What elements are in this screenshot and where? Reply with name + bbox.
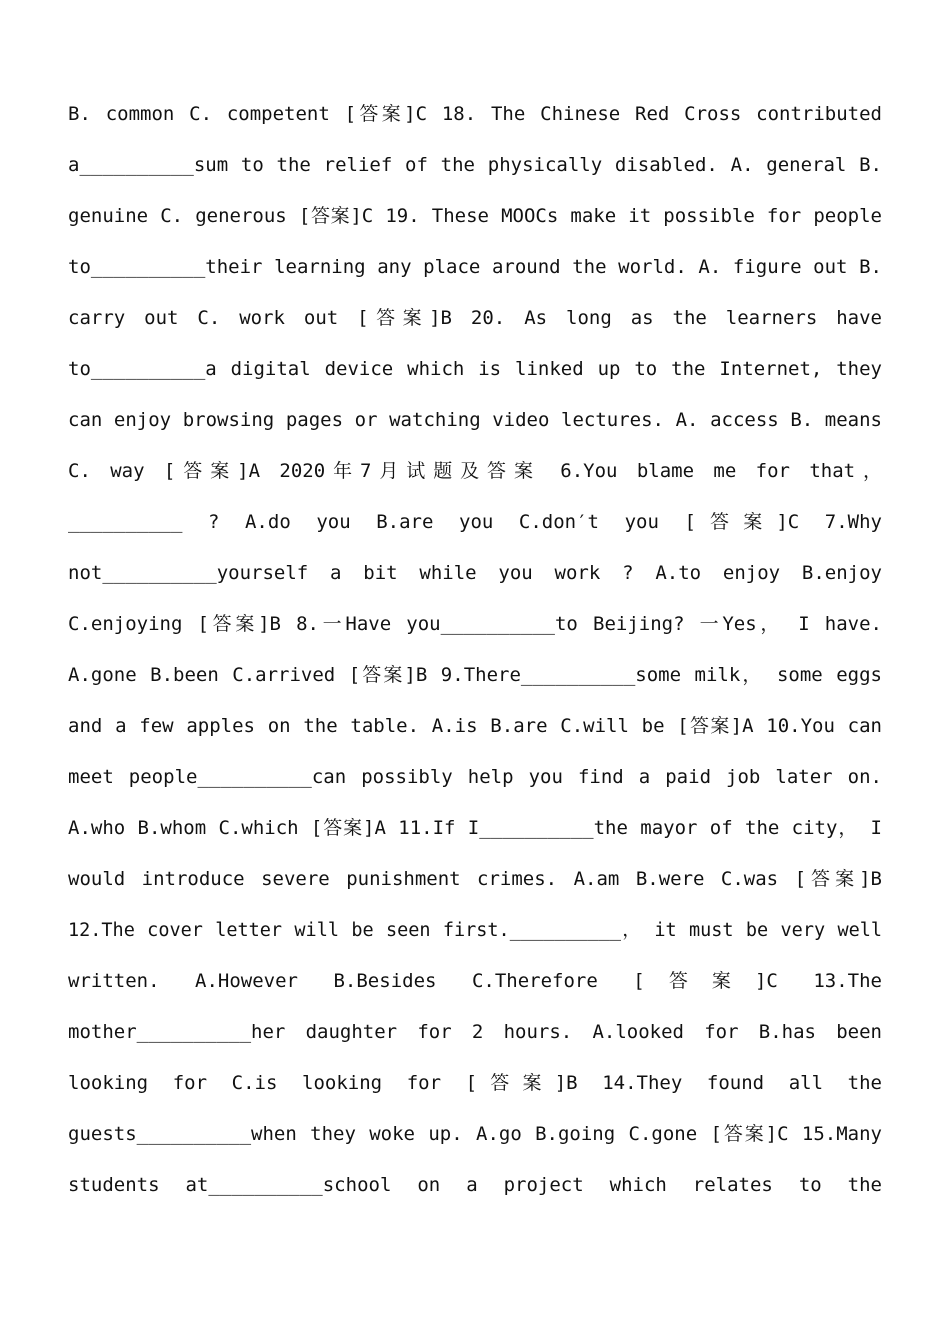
text-line-8: C. way [答案]A 2020年7月试题及答案 6.You blame me for that， — [68, 460, 882, 482]
text-line-7: can enjoy browsing pages or watching video lectures. A. access B. means — [68, 409, 882, 431]
text-line-19: mother__________her daughter for 2 hours. A.looked for B.has been — [68, 1021, 882, 1043]
text-line-14: meet people__________can possibly help you find a paid job later on. — [68, 766, 882, 788]
text-line-4: to__________their learning any place around the world. A. figure out B. — [68, 256, 882, 278]
text-line-20: looking for C.is looking for [答案]B 14.They found all the — [68, 1072, 882, 1094]
text-line-15: A.who B.whom C.which [答案]A 11.If I__________the mayor of the city， I — [68, 817, 882, 839]
text-line-21: guests__________when they woke up. A.go B.going C.gone [答案]C 15.Many — [68, 1123, 882, 1145]
text-line-12: A.gone B.been C.arrived [答案]B 9.There__________some milk， some eggs — [68, 664, 882, 686]
text-line-1: B. common C. competent [答案]C 18. The Chinese Red Cross contributed — [68, 103, 882, 125]
text-line-16: would introduce severe punishment crimes. A.am B.were C.was [答案]B — [68, 868, 882, 890]
text-line-2: a__________sum to the relief of the physically disabled. A. general B. — [68, 154, 882, 176]
text-line-13: and a few apples on the table. A.is B.are C.will be [答案]A 10.You can — [68, 715, 882, 737]
text-line-3: genuine C. generous [答案]C 19. These MOOCs make it possible for people — [68, 205, 882, 227]
text-line-9: __________ ? A.do you B.are you C.don′t you [答案]C 7.Why — [68, 511, 882, 533]
text-line-6: to__________a digital device which is linked up to the Internet, they — [68, 358, 882, 380]
exam-text-block — [68, 89, 882, 1211]
text-line-10: not__________yourself a bit while you work ? A.to enjoy B.enjoy — [68, 562, 882, 584]
text-line-11: C.enjoying [答案]B 8.一Have you__________to Beijing? 一Yes， I have. — [68, 613, 882, 635]
text-line-22: students at__________school on a project which relates to the — [68, 1174, 882, 1196]
text-line-17: 12.The cover letter will be seen first.__________， it must be very well — [68, 920, 882, 941]
text-line-5: carry out C. work out [答案]B 20. As long as the learners have — [68, 307, 882, 329]
text-line-18: written. A.However B.Besides C.Therefore [答案]C 13.The — [68, 970, 882, 992]
